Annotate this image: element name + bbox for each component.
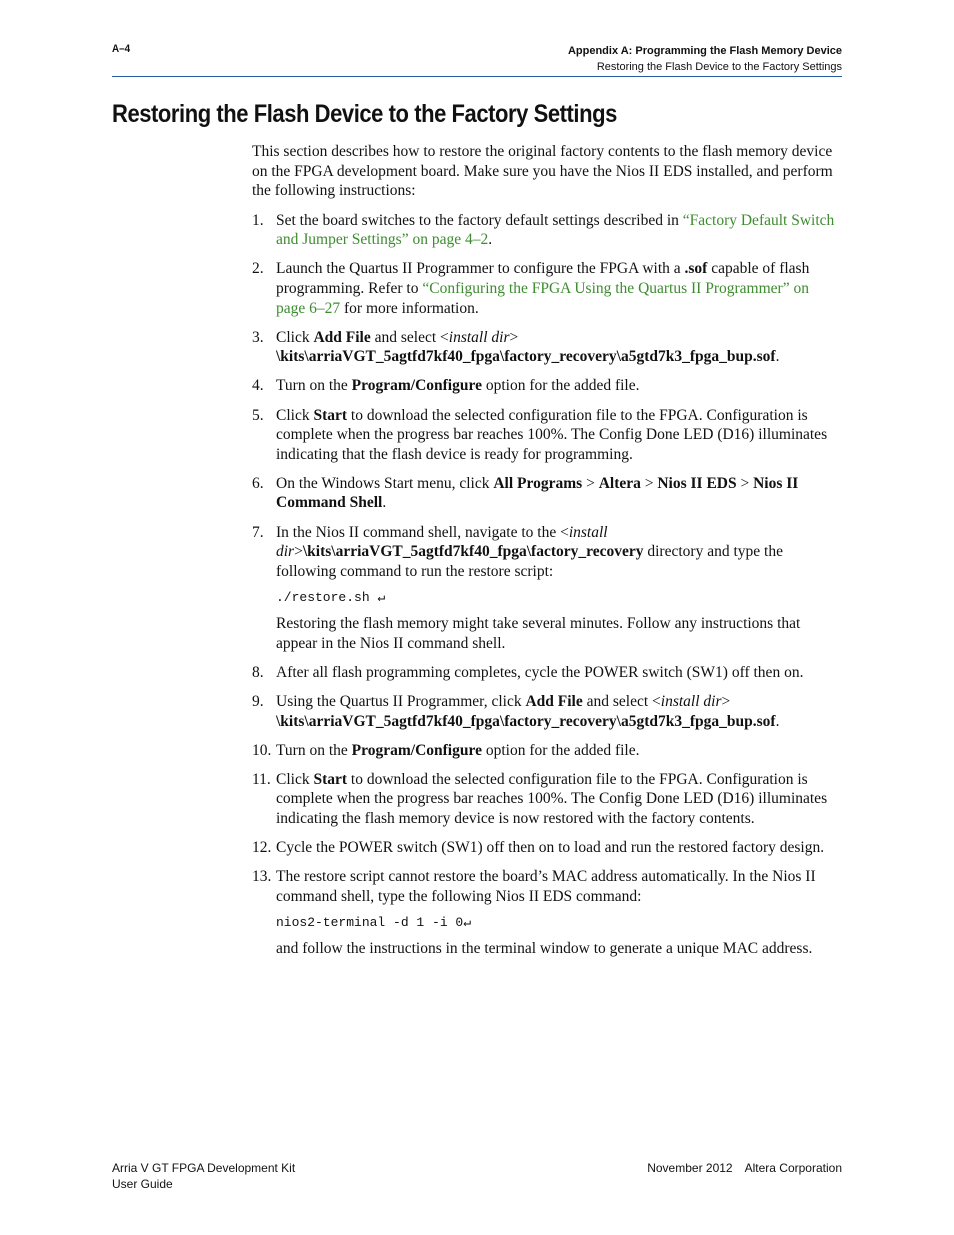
step-number: 12. — [252, 839, 272, 857]
step-text: Launch the Quartus II Programmer to configure the FPGA with a — [276, 260, 685, 278]
start-term: Start — [313, 406, 348, 424]
configuring-fpga-link[interactable]: “Configuring the FPGA Using the Quartus II Programmer” on page 6–27 — [276, 280, 809, 317]
add-file-term: Add File — [525, 693, 583, 711]
step-number: 1. — [252, 211, 264, 229]
list-item — [252, 692, 842, 731]
enter-key-icon: ↵ — [377, 590, 386, 606]
list-item — [252, 328, 842, 367]
step-text: Set the board switches to the factory default settings described in — [276, 211, 683, 229]
install-dir-term: install dir — [448, 328, 510, 346]
step-text: > — [294, 543, 303, 561]
step-text: to download the selected configuration file to the FPGA. Configuration is complete when the progress bar reaches 100%. The Config Done LED (D16) illuminates indicating the flash memory device is now restored with the factory contents. — [276, 770, 828, 828]
program-configure-term: Program/Configure — [351, 377, 482, 395]
step-number: 2. — [252, 260, 264, 278]
step-number: 10. — [252, 741, 272, 759]
list-item — [252, 663, 842, 683]
list-item — [252, 867, 842, 959]
menu-separator: > — [736, 474, 754, 492]
steps-list — [252, 211, 842, 959]
footer-date: November 2012 — [647, 1161, 733, 1175]
section-title: Restoring the Flash Device to the Factory Settings — [596, 61, 842, 73]
step-text: and select < — [370, 328, 449, 346]
step-note: and follow the instructions in the terminal window to generate a unique MAC address. — [276, 940, 813, 958]
list-item — [252, 474, 842, 513]
step-text: and select < — [582, 693, 661, 711]
sof-file-path: \kits\arriaVGT_5agtfd7kf40_fpga\factory_recovery\a5gtd7k3_fpga_bup.sof — [276, 712, 776, 730]
list-item — [252, 770, 842, 829]
restore-command — [276, 589, 842, 606]
step-number: 13. — [252, 868, 272, 886]
menu-separator: > — [640, 474, 658, 492]
footer-company: Altera Corporation — [744, 1161, 842, 1175]
list-item — [252, 523, 842, 654]
terminal-command — [276, 914, 842, 931]
step-number: 9. — [252, 693, 264, 711]
footer-document-title — [112, 1160, 295, 1192]
step-text: option for the added file. — [481, 741, 640, 759]
step-text: The restore script cannot restore the board’s MAC address automatically. In the Nios II command shell, type the following Nios II EDS command: — [276, 868, 816, 905]
nios-command-shell-term: Nios II Command Shell — [276, 474, 799, 512]
list-item — [252, 838, 842, 858]
step-text: Cycle the POWER switch (SW1) off then on to load and run the restored factory design. — [276, 839, 825, 857]
header-rule — [112, 76, 842, 77]
factory-recovery-path: \kits\arriaVGT_5agtfd7kf40_fpga\factory_recovery — [302, 543, 644, 561]
running-header — [568, 43, 842, 75]
step-text: . — [775, 712, 780, 730]
footer-publication-info — [647, 1160, 842, 1176]
all-programs-term: All Programs — [493, 474, 583, 492]
step-text: In the Nios II command shell, navigate to the < — [276, 523, 569, 541]
add-file-term: Add File — [313, 328, 371, 346]
footer-guide-name: User Guide — [112, 1177, 173, 1191]
list-item — [252, 406, 842, 465]
step-text: option for the added file. — [481, 377, 640, 395]
step-text: Turn on the — [276, 377, 352, 395]
altera-term: Altera — [598, 474, 641, 492]
step-text: . — [775, 348, 780, 366]
step-text: > — [721, 693, 731, 711]
command-text: ./restore.sh — [276, 590, 378, 606]
main-content — [252, 142, 842, 969]
step-text: Click — [276, 406, 314, 424]
list-item — [252, 741, 842, 761]
step-text: . — [382, 494, 387, 512]
command-text: nios2-terminal -d 1 -i 0 — [276, 915, 464, 931]
step-number: 5. — [252, 406, 264, 424]
page-number: A–4 — [112, 43, 131, 55]
step-number: 3. — [252, 328, 264, 346]
install-dir-term: install dir — [660, 693, 722, 711]
step-text: directory and type the following command to run the restore script: — [276, 543, 783, 580]
list-item — [252, 211, 842, 250]
menu-separator: > — [582, 474, 599, 492]
step-text: After all flash programming completes, cycle the POWER switch (SW1) off then on. — [276, 663, 804, 681]
page-title: Restoring the Flash Device to the Factory Settings — [112, 100, 617, 128]
sof-file-path: \kits\arriaVGT_5agtfd7kf40_fpga\factory_recovery\a5gtd7k3_fpga_bup.sof — [276, 348, 776, 366]
footer-kit-name: Arria V GT FPGA Development Kit — [112, 1161, 296, 1175]
step-text: capable of flash programming. Refer to — [276, 260, 810, 298]
step-text: for more information. — [340, 299, 479, 317]
step-number: 7. — [252, 523, 264, 541]
step-text: Using the Quartus II Programmer, click — [276, 693, 526, 711]
step-text: On the Windows Start menu, click — [276, 474, 494, 492]
sof-term: .sof — [684, 260, 708, 278]
step-number: 11. — [252, 770, 271, 788]
list-item — [252, 376, 842, 396]
chapter-title: Appendix A: Programming the Flash Memory Device — [567, 45, 842, 57]
step-number: 8. — [252, 663, 264, 681]
step-text: Click — [276, 770, 314, 788]
step-text: . — [488, 231, 493, 249]
intro-paragraph: This section describes how to restore the original factory contents to the flash memory device on the FPGA development board. Make sure you have the Nios II EDS installed, and perform the following instructions: — [252, 143, 833, 200]
step-number: 6. — [252, 474, 264, 492]
factory-default-settings-link[interactable]: “Factory Default Switch and Jumper Settings” on page 4–2 — [276, 211, 835, 249]
step-note: Restoring the flash memory might take several minutes. Follow any instructions that appear in the Nios II command shell. — [276, 615, 801, 652]
step-number: 4. — [252, 377, 264, 395]
enter-key-icon: ↵ — [463, 915, 472, 931]
step-text: > — [509, 328, 519, 346]
nios-eds-term: Nios II EDS — [657, 474, 737, 492]
program-configure-term: Program/Configure — [351, 741, 482, 759]
install-dir-term: install dir — [276, 523, 608, 561]
step-text: to download the selected configuration file to the FPGA. Configuration is complete when the progress bar reaches 100%. The Config Done LED (D16) illuminates indicating that the flash device is ready for programming. — [276, 406, 828, 463]
list-item — [252, 259, 842, 318]
step-text: Turn on the — [276, 741, 352, 759]
start-term: Start — [313, 770, 348, 788]
step-text: Click — [276, 328, 314, 346]
